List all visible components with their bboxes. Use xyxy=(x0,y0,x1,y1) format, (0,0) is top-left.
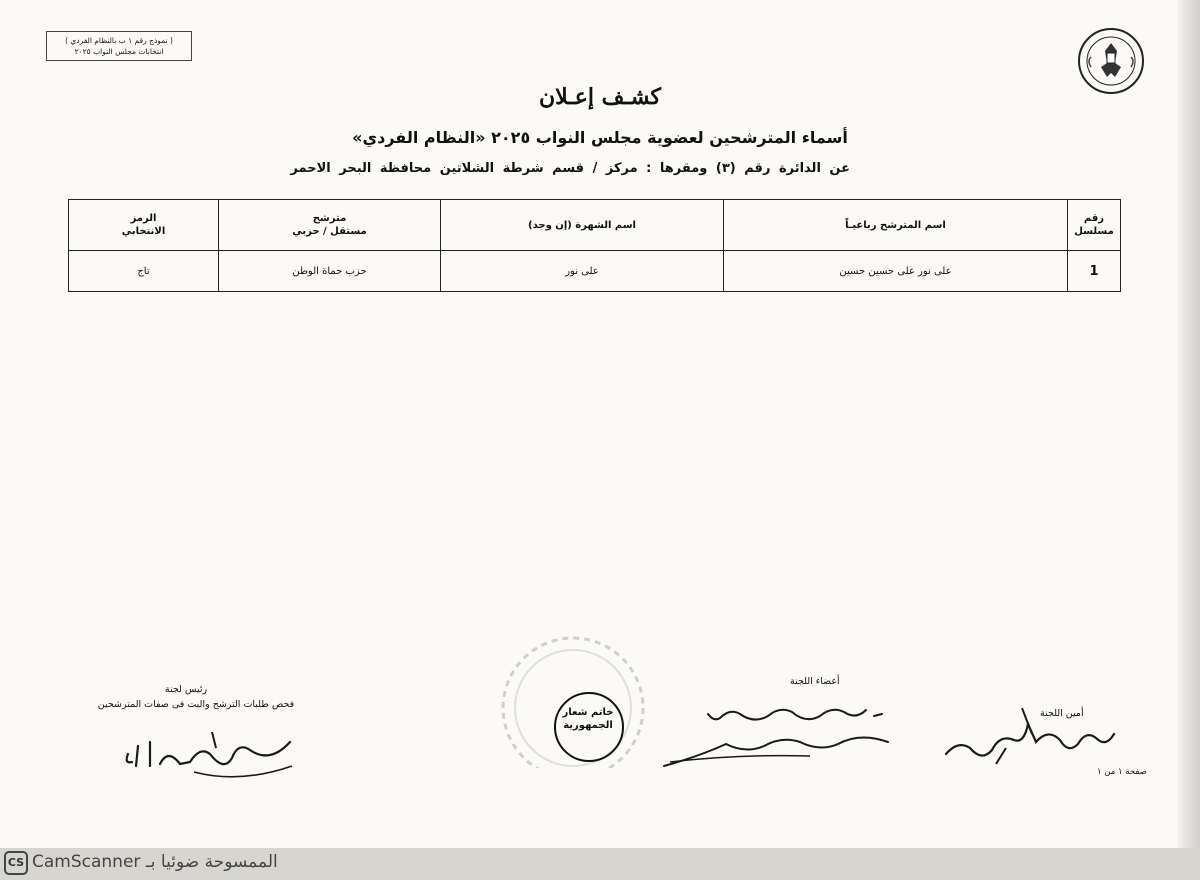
header-symbol-line2: الانتخابي xyxy=(121,226,166,237)
camscanner-app-name: CamScanner xyxy=(32,852,141,872)
header-full-name-line1: اسم المترشح رباعيـاً xyxy=(845,219,946,231)
cell-serial: 1 xyxy=(1068,251,1121,292)
cell-symbol: تاج xyxy=(69,251,219,292)
header-symbol xyxy=(69,200,219,251)
header-serial xyxy=(1068,200,1121,251)
header-known-as-line1: اسم الشهرة (إن وجد) xyxy=(528,219,636,231)
secretary-title: أمين اللجنة xyxy=(1040,708,1084,719)
cell-known-as: على نور xyxy=(441,251,724,292)
camscanner-watermark xyxy=(32,852,278,872)
header-serial-line1: رقم xyxy=(1083,213,1105,224)
page-number: صفحة ١ من ١ xyxy=(1097,767,1147,777)
camscanner-logo-icon: CS xyxy=(4,851,28,875)
table-row xyxy=(69,251,1121,292)
page-title: كشـف إعـلان xyxy=(539,84,661,110)
page-subtitle: أسماء المترشحين لعضوية مجلس النواب ٢٠٢٥ «النظام الفردي» xyxy=(352,128,848,147)
form-note-line1: ( نموذج رقم ١ ب بالنظام الفردي ) xyxy=(65,36,173,45)
committee-head-desc: فحص طلبات الترشح والبت فى صفات المترشحين xyxy=(97,699,295,710)
header-serial-line2: مسلسل xyxy=(1074,226,1114,237)
form-note-line2: انتخابات مجلس النواب ٢٠٢٥ xyxy=(74,47,164,56)
header-full-name xyxy=(724,200,1068,251)
header-affiliation-line1: مترشح xyxy=(312,213,347,224)
committee-members-title: أعضاء اللجنة xyxy=(790,676,840,687)
committee-head-signature-icon xyxy=(120,724,300,784)
camscanner-arabic-label: الممسوحة ضوئيا بـ xyxy=(145,852,278,872)
seal-label: خاتم شعار الجمهورية xyxy=(562,707,614,731)
cell-affiliation: حزب حماة الوطن xyxy=(219,251,441,292)
form-note-box xyxy=(46,31,192,61)
header-affiliation xyxy=(219,200,441,251)
committee-head-title: رئيس لجنة xyxy=(164,684,208,695)
committee-members-signature-icon xyxy=(660,696,900,776)
cell-full-name: على نور على حسين حسين xyxy=(724,251,1068,292)
header-symbol-line1: الرمز xyxy=(130,213,157,224)
committee-head-block xyxy=(96,684,296,710)
district-line: عن الدائرة رقم (٣) ومقرها : مركز / قسم شرطة الشلاتين محافظة البحر الاحمر xyxy=(290,161,850,176)
candidates-table xyxy=(68,199,1121,292)
secretary-signature-icon xyxy=(936,704,1122,780)
table-header-row xyxy=(69,200,1121,251)
header-affiliation-line2: مستقل / حزبي xyxy=(292,226,367,237)
header-known-as xyxy=(441,200,724,251)
